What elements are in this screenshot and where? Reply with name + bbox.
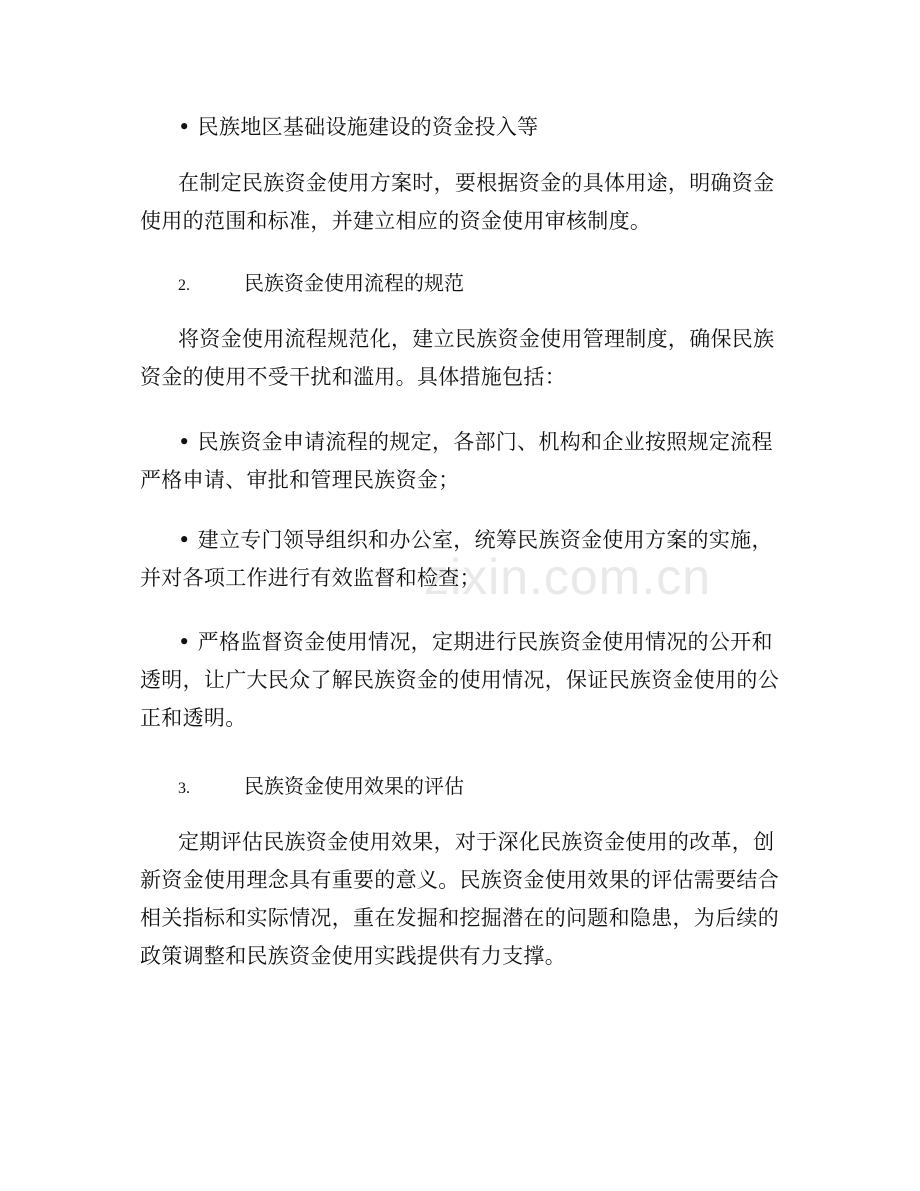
paragraph-evaluate: 定期评估民族资金使用效果，对于深化民族资金使用的改革，创新资金使用理念具有重要的意义。民族资金使用效果的评估需要结合相关指标和实际情况，重在发掘和挖掘潜在的问题和隐患，为后续的政策调整和民族资金使用实践提供有力支撑。 bbox=[140, 830, 779, 968]
section-heading-3 bbox=[178, 767, 464, 808]
bullet-apply: • 民族资金申请流程的规定，各部门、机构和企业按照规定流程严格申请、审批和管理民族资金； bbox=[140, 430, 773, 492]
section-number-2: 2. bbox=[178, 277, 190, 294]
paragraph-process: 将资金使用流程规范化，建立民族资金使用管理制度，确保民族资金的使用不受干扰和滥用。具体措施包括： bbox=[140, 327, 775, 389]
paragraph-plan: 在制定民族资金使用方案时，要根据资金的具体用途，明确资金使用的范围和标准，并建立相应的资金使用审核制度。 bbox=[140, 171, 775, 233]
watermark: zixin.com.cn bbox=[424, 549, 712, 605]
bullet-infrastructure: • 民族地区基础设施建设的资金投入等 bbox=[178, 115, 539, 139]
bullet-office: • 建立专门领导组织和办公室，统筹民族资金使用方案的实施，并对各项工作进行有效监督和检查； bbox=[140, 528, 773, 590]
section-title-2: 民族资金使用流程的规范 bbox=[244, 271, 464, 295]
section-title-3: 民族资金使用效果的评估 bbox=[244, 774, 464, 798]
section-heading-2 bbox=[178, 264, 464, 305]
bullet-supervise: • 严格监督资金使用情况，定期进行民族资金使用情况的公开和透明，让广大民众了解民族资金的使用情况，保证民族资金使用的公正和透明。 bbox=[140, 630, 779, 730]
section-number-3: 3. bbox=[178, 780, 190, 797]
